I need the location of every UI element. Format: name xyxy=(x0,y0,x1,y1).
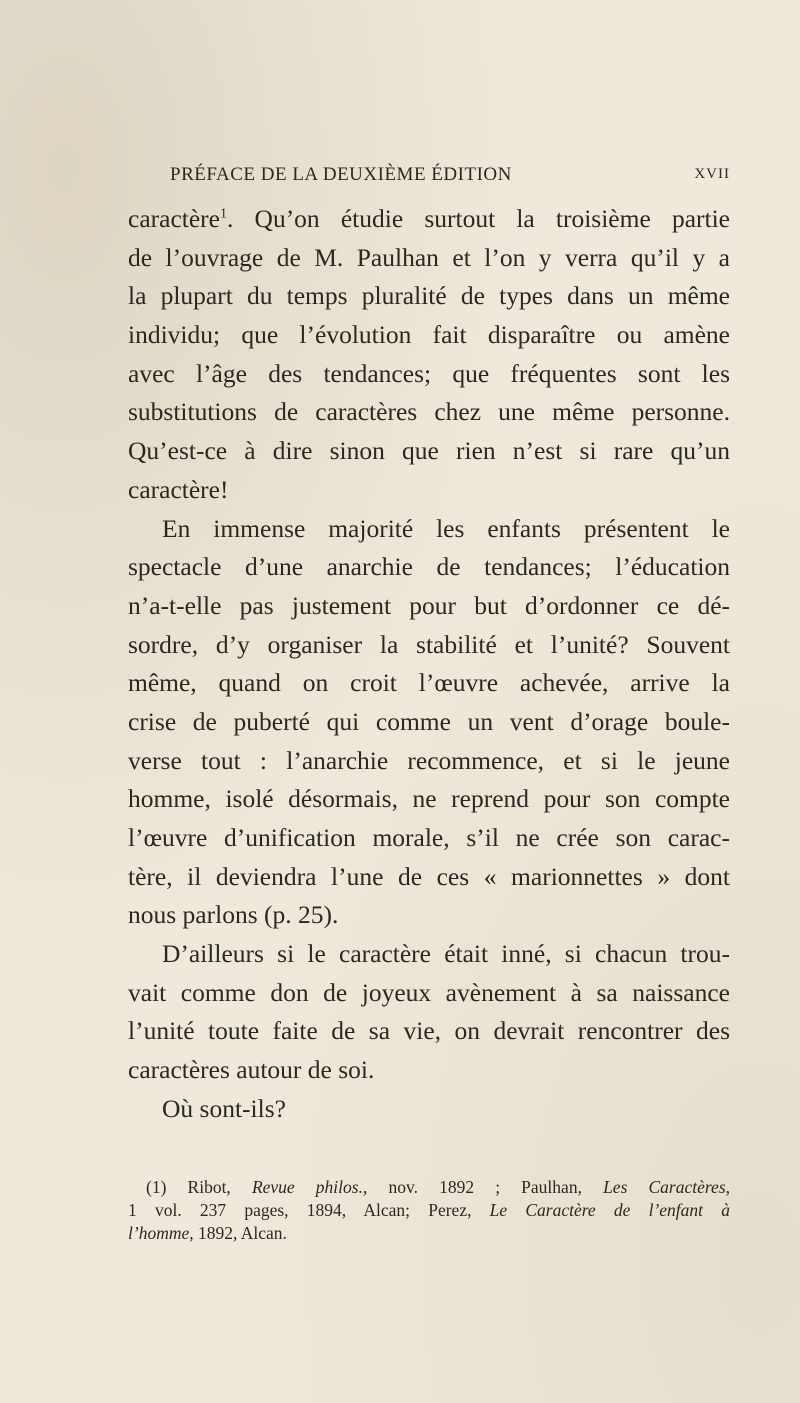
text-line: même, quand on croit l’œuvre achevée, arrive la xyxy=(128,668,730,698)
text-line: Où sont-ils? xyxy=(162,1093,286,1123)
text-line: caractères autour de soi. xyxy=(128,1055,375,1085)
text-line: sordre, d’y organiser la stabilité et l’unité? Souvent xyxy=(128,629,730,659)
journal-title: Revue philos. xyxy=(251,1177,363,1197)
footnote-line: 1 vol. 237 pages, 1894, Alcan; Perez, Le Caractère de l’enfant à xyxy=(128,1200,730,1220)
text-line: homme, isolé désormais, ne reprend pour son compte xyxy=(128,784,730,814)
text-line: l’unité toute faite de sa vie, on devrait rencontrer des xyxy=(128,1016,730,1046)
running-header xyxy=(170,164,730,194)
text-line: crise de puberté qui comme un vent d’orage boule- xyxy=(128,706,730,736)
text-line: spectacle d’une anarchie de tendances; l’éducation xyxy=(128,552,730,582)
text-line: tère, il deviendra l’une de ces « marionnettes » dont xyxy=(128,861,730,891)
footnote-line: (1) Ribot, Revue philos., nov. 1892 ; Paulhan, Les Caractères, xyxy=(146,1177,731,1197)
text-line: nous parlons (p. 25). xyxy=(128,900,339,930)
text-line: de l’ouvrage de M. Paulhan et l’on y verra qu’il y a xyxy=(128,242,730,272)
book-title: l’homme xyxy=(128,1223,190,1243)
text-line: caractère! xyxy=(128,474,229,504)
book-title: Les Caractères xyxy=(603,1177,726,1197)
running-title: PRÉFACE DE LA DEUXIÈME ÉDITION xyxy=(170,164,512,185)
text-line: l’œuvre d’unification morale, s’il ne crée son carac- xyxy=(128,823,730,852)
text-line: vait comme don de joyeux avènement à sa naissance xyxy=(128,977,730,1007)
text-line: verse tout : l’anarchie recommence, et si le jeune xyxy=(128,745,730,775)
footnote-line: l’homme, 1892, Alcan. xyxy=(128,1223,287,1243)
text-line: substitutions de caractères chez une même personne. xyxy=(128,397,730,427)
footnote-reference: 1 xyxy=(219,206,227,222)
text-line: En immense majorité les enfants présentent le xyxy=(162,513,730,543)
footnote xyxy=(128,1176,730,1245)
text-line: avec l’âge des tendances; que fréquentes sont les xyxy=(128,358,730,388)
main-text xyxy=(128,200,730,1129)
book-title: Le Caractère de l’enfant à xyxy=(489,1200,730,1220)
text-line: la plupart du temps pluralité de types dans un même xyxy=(128,281,730,311)
text-line: Qu’est-ce à dire sinon que rien n’est si rare qu’un xyxy=(128,436,730,466)
text-line: caractère$^1$. Qu’on étudie surtout la troisième partie xyxy=(128,204,730,233)
page-number: XVII xyxy=(694,166,730,182)
text-line: individu; que l’évolution fait disparaître ou amène xyxy=(128,320,730,350)
text-line: D’ailleurs si le caractère était inné, si chacun trou- xyxy=(162,939,730,969)
text-line: n’a-t-elle pas justement pour but d’ordonner ce dé- xyxy=(128,590,730,620)
